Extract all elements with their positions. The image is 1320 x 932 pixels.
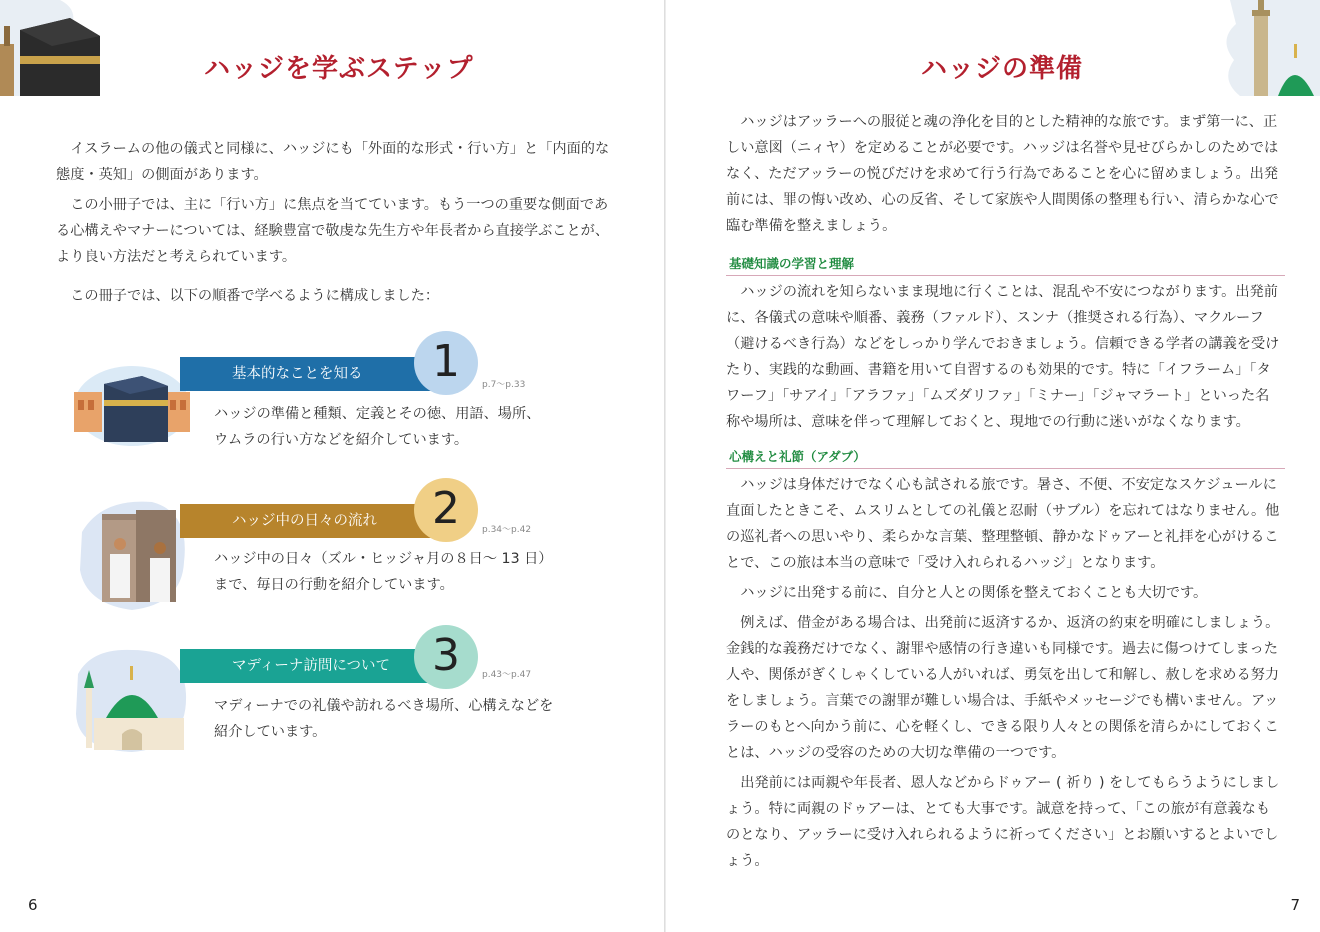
- desc-line: 紹介しています。: [214, 724, 327, 740]
- pilgrims-illustration: [72, 492, 192, 612]
- intro-paragraph: [726, 109, 1282, 239]
- paragraph-text: イスラームの他の儀式と同様に、ハッジにも「外面的な形式・行い方」と「内面的な態度・英知」の側面があります。: [56, 141, 610, 183]
- intro-paragraph-2: [56, 192, 612, 270]
- step-2-description: [214, 546, 614, 598]
- section-adab-p4: [726, 770, 1282, 874]
- step-3-band: マディーナ訪問について: [180, 649, 450, 683]
- page-title: ハッジの準備: [921, 54, 1084, 84]
- section-adab-p3: [726, 610, 1282, 766]
- right-page: [666, 0, 1320, 932]
- intro-paragraph-1: [56, 136, 612, 188]
- page-title: ハッジを学ぶステップ: [204, 54, 474, 84]
- paragraph-text: 出発前には両親や年長者、恩人などからドゥアー ( 祈り ) をしてもらうようにしましょう。特に両親のドゥアーは、とても大事です。誠意を持って、「この旅が有意義なものとなり、アッラーに受け入れられるように祈ってください」とお願いするとよいでしょう。: [726, 775, 1280, 869]
- step-3-pages: p.43～p.47: [482, 670, 532, 680]
- step-3-number-circle: 3: [414, 625, 478, 689]
- desc-line: ハッジの準備と種類、定義とその徳、用語、場所、: [214, 406, 541, 422]
- section-adab-p2: [726, 580, 1282, 606]
- paragraph-text: ハッジはアッラーへの服従と魂の浄化を目的とした精神的な旅です。まず第一に、正しい意図（ニィヤ）を定めることが必要です。ハッジは名誉や見せびらかしのためではなく、ただアッラーの悦びだけを求めて行う行為であることを心に留めましょう。出発前には、罪の悔い改め、心の反省、そして家族や人間関係の整理も行い、清らかな心で臨む準備を整えましょう。: [726, 114, 1279, 234]
- desc-line: まで、毎日の行動を紹介しています。: [214, 577, 454, 593]
- intro-paragraph-3: [56, 283, 612, 309]
- step-2-number-circle: 2: [414, 478, 478, 542]
- step-1-description: [214, 401, 614, 453]
- paragraph-text: この冊子では、以下の順番で学べるように構成しました：: [70, 288, 440, 304]
- mosque-illustration: [72, 644, 192, 754]
- paragraph-text: 例えば、借金がある場合は、出発前に返済するか、返済の約束を明確にしましょう。金銭的な義務だけでなく、謝罪や感情の行き違いも同様です。過去に傷つけてしまった人や、関係がぎくしゃくしている人がいれば、勇気を出して和解し、赦しを求める努力をしましょう。言葉での謝罪が難しい場合は、手紙やメッセージでも構いません。アッラーのもとへ向かう前に、心を軽くし、できる限り人々との関係を清らかにしておくことは、ハッジの受容のための大切な準備の一つです。: [726, 615, 1280, 761]
- paragraph-text: ハッジに出発する前に、自分と人との関係を整えておくことも大切です。: [740, 585, 1208, 601]
- step-1-pages: p.7～p.33: [482, 380, 526, 390]
- madina-corner-illustration: [1210, 0, 1320, 96]
- page-number: 7: [1290, 896, 1300, 914]
- section-adab-p1: [726, 472, 1282, 576]
- step-2-pages: p.34～p.42: [482, 525, 532, 535]
- section-heading-adab: 心構えと礼節（アダブ）: [726, 447, 1285, 469]
- desc-line: マディーナでの礼儀や訪れるべき場所、心構えなどを: [214, 698, 554, 714]
- desc-line: ウムラの行い方などを紹介しています。: [214, 432, 469, 448]
- paragraph-text: ハッジは身体だけでなく心も試される旅です。暑さ、不便、不安定なスケジュールに直面したときこそ、ムスリムとしての礼儀と忍耐（サブル）を忘れてはなりません。他の巡礼者への思いやり、柔らかな言葉、整理整頓、静かなドゥアーと礼拝を心がけることで、この旅は本当の意味で「受け入れられるハッジ」となります。: [726, 477, 1280, 571]
- paragraph-text: この小冊子では、主に「行い方」に焦点を当てています。もう一つの重要な側面である心構えやマナーについては、経験豊富で敬虔な先生方や年長者から直接学ぶことが、より良い方法だと考えられています。: [56, 197, 610, 265]
- step-2-band: ハッジ中の日々の流れ: [180, 504, 450, 538]
- page-number: 6: [28, 896, 38, 914]
- paragraph-text: ハッジの流れを知らないまま現地に行くことは、混乱や不安につながります。出発前に、各儀式の意味や順番、義務（ファルド）、スンナ（推奨される行為）、マクルーフ（避けるべき行為）などをしっかり学んでおきましょう。信頼できる学者の講義を受けたり、実践的な動画、書籍を用いて自習するのも効果的です。特に「イフラーム」「タワーフ」「サアイ」「アラファ」「ムズダリファ」「ミナー」「ジャマラート」といった名称や場所は、意味を伴って理解しておくと、現地での行動に迷いがなくなります。: [726, 284, 1280, 430]
- step-1-band: 基本的なことを知る: [180, 357, 450, 391]
- section-basics-text: [726, 279, 1282, 435]
- kaaba-illustration: [72, 346, 192, 446]
- section-heading-basics: 基礎知識の学習と理解: [726, 254, 1285, 276]
- step-3-description: [214, 693, 614, 745]
- step-1-number-circle: 1: [414, 331, 478, 395]
- kaaba-corner-illustration: [0, 0, 110, 96]
- desc-line: ハッジ中の日々（ズル・ヒッジャ月の８日～ 13 日）: [214, 551, 553, 567]
